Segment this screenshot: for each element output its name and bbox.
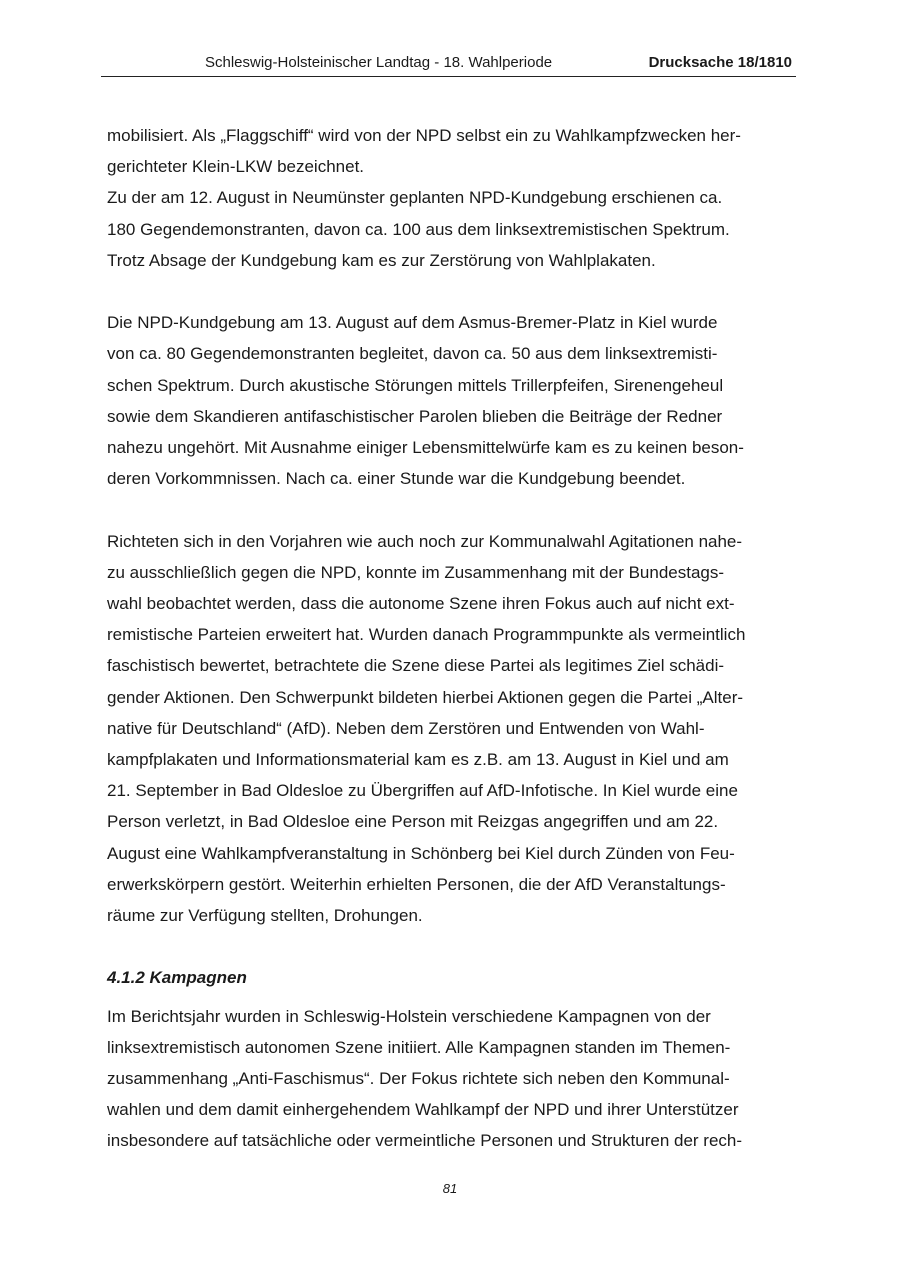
text-line: erwerkskörpern gestört. Weiterhin erhielten Personen, die der AfD Veranstaltungs- xyxy=(107,874,726,894)
text-line: deren Vorkommnissen. Nach ca. einer Stunde war die Kundgebung beendet. xyxy=(107,469,686,489)
paragraph xyxy=(107,307,793,494)
page-number: 81 xyxy=(442,1181,458,1196)
text-line: wahlen und dem damit einhergehendem Wahlkampf der NPD und ihrer Unterstützer xyxy=(107,1100,739,1120)
page-header xyxy=(101,52,796,77)
text-line: linksextremistisch autonomen Szene initiiert. Alle Kampagnen standen im Themen- xyxy=(107,1037,731,1057)
paragraph-gap xyxy=(107,494,793,525)
text-line: mobilisiert. Als „Flaggschiff“ wird von der NPD selbst ein zu Wahlkampfzwecken her- xyxy=(107,126,741,145)
text-line: zusammenhang „Anti-Faschismus“. Der Fokus richtete sich neben den Kommunal- xyxy=(107,1069,730,1089)
text-line: gerichteter Klein-LKW bezeichnet. xyxy=(107,157,365,177)
text-line: sowie dem Skandieren antifaschistischer Parolen blieben die Beiträge der Redner xyxy=(107,406,723,426)
text-line: räume zur Verfügung stellten, Drohungen. xyxy=(107,906,423,926)
text-line: wahl beobachtet werden, dass die autonome Szene ihren Fokus auch auf nicht ext- xyxy=(107,594,735,614)
text-line: Richteten sich in den Vorjahren wie auch noch zur Kommunalwahl Agitationen nahe- xyxy=(107,531,743,551)
text-line: faschistisch bewertet, betrachtete die Szene diese Partei als legitimes Ziel schädi- xyxy=(107,656,725,676)
document-body xyxy=(107,120,793,1157)
text-line: von ca. 80 Gegendemonstranten begleitet, davon ca. 50 aus dem linksextremisti- xyxy=(107,344,718,364)
text-line: nahezu ungehört. Mit Ausnahme einiger Lebensmittelwürfe kam es zu keinen beson- xyxy=(107,438,744,458)
paragraph-gap xyxy=(107,276,793,307)
text-line: gender Aktionen. Den Schwerpunkt bildeten hierbei Aktionen gegen die Partei „Alter- xyxy=(107,687,744,707)
text-line: kampfplakaten und Informationsmaterial kam es z.B. am 13. August in Kiel und am xyxy=(107,750,729,770)
paragraph-gap xyxy=(107,931,793,962)
text-line: August eine Wahlkampfveranstaltung in Schönberg bei Kiel durch Zünden von Feu- xyxy=(107,843,735,863)
text-line: Trotz Absage der Kundgebung kam es zur Zerstörung von Wahlplakaten. xyxy=(107,250,656,270)
text-line: schen Spektrum. Durch akustische Störungen mittels Trillerpfeifen, Sirenengeheul xyxy=(107,375,724,395)
text-line: zu ausschließlich gegen die NPD, konnte im Zusammenhang mit der Bundestags- xyxy=(107,562,725,582)
text-line: 21. September in Bad Oldesloe zu Übergriffen auf AfD-Infotische. In Kiel wurde eine xyxy=(107,781,738,801)
header-document-number: Drucksache 18/1810 xyxy=(648,54,792,71)
paragraph xyxy=(107,120,793,276)
text-line: Im Berichtsjahr wurden in Schleswig-Holstein verschiedene Kampagnen von der xyxy=(107,1006,711,1026)
text-line: Zu der am 12. August in Neumünster geplanten NPD-Kundgebung erschienen ca. xyxy=(107,188,723,208)
text-line: Person verletzt, in Bad Oldesloe eine Person mit Reizgas angegriffen und am 22. xyxy=(107,812,719,832)
header-title: Schleswig-Holsteinischer Landtag - 18. Wahlperiode xyxy=(205,54,553,71)
section-heading: 4.1.2 Kampagnen xyxy=(107,968,247,988)
text-line: native für Deutschland“ (AfD). Neben dem Zerstören und Entwenden von Wahl- xyxy=(107,718,705,738)
paragraph xyxy=(107,526,793,932)
text-line: insbesondere auf tatsächliche oder vermeintliche Personen und Strukturen der rech- xyxy=(107,1131,743,1151)
text-line: Die NPD-Kundgebung am 13. August auf dem Asmus-Bremer-Platz in Kiel wurde xyxy=(107,313,718,333)
text-line: 180 Gegendemonstranten, davon ca. 100 aus dem linksextremistischen Spektrum. xyxy=(107,219,730,239)
section-kampagnen xyxy=(107,962,793,1156)
text-line: remistische Parteien erweitert hat. Wurden danach Programmpunkte als vermeintlich xyxy=(107,625,746,645)
